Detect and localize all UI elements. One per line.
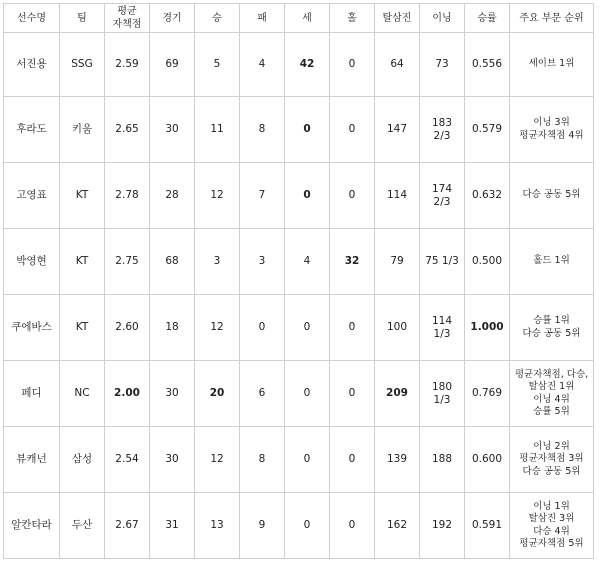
cell-innings: 180 1/3 bbox=[420, 361, 465, 427]
cell-holds: 0 bbox=[330, 163, 375, 229]
cell-innings: 174 2/3 bbox=[420, 163, 465, 229]
cell-notes bbox=[510, 493, 594, 559]
table-row bbox=[4, 361, 594, 427]
cell-team: NC bbox=[60, 361, 105, 427]
header-name: 선수명 bbox=[4, 4, 60, 33]
cell-era: 2.00 bbox=[105, 361, 150, 427]
note-line: 이닝 3위 bbox=[533, 117, 570, 128]
cell-era: 2.67 bbox=[105, 493, 150, 559]
table-row bbox=[4, 295, 594, 361]
note-line: 다승 공동 5위 bbox=[522, 189, 581, 201]
cell-team: 키움 bbox=[60, 97, 105, 163]
note-line: 다승 공동 5위 bbox=[522, 465, 581, 477]
cell-strikeouts: 114 bbox=[375, 163, 420, 229]
cell-wins: 20 bbox=[195, 361, 240, 427]
header-row bbox=[4, 4, 594, 33]
cell-holds: 0 bbox=[330, 427, 375, 493]
cell-innings: 192 bbox=[420, 493, 465, 559]
cell-wins: 11 bbox=[195, 97, 240, 163]
cell-strikeouts: 139 bbox=[375, 427, 420, 493]
cell-games: 28 bbox=[150, 163, 195, 229]
note-line: 승률 1위 bbox=[533, 315, 570, 326]
cell-win-pct: 0.500 bbox=[465, 229, 510, 295]
cell-player-name: 알칸타라 bbox=[4, 493, 60, 559]
note-line: 평균자책점, 다승, bbox=[514, 368, 589, 380]
cell-losses: 8 bbox=[240, 97, 285, 163]
cell-holds: 0 bbox=[330, 33, 375, 97]
note-line: 다승 4위 bbox=[533, 525, 570, 537]
cell-innings: 188 bbox=[420, 427, 465, 493]
header-wins: 승 bbox=[195, 4, 240, 33]
cell-team: KT bbox=[60, 163, 105, 229]
cell-games: 68 bbox=[150, 229, 195, 295]
cell-team: 두산 bbox=[60, 493, 105, 559]
header-era: 평균 자책점 bbox=[105, 4, 150, 33]
cell-player-name: 후라도 bbox=[4, 97, 60, 163]
cell-games: 31 bbox=[150, 493, 195, 559]
cell-wins: 12 bbox=[195, 295, 240, 361]
cell-era: 2.78 bbox=[105, 163, 150, 229]
cell-player-name: 고영표 bbox=[4, 163, 60, 229]
cell-notes bbox=[510, 33, 594, 97]
table-row bbox=[4, 33, 594, 97]
cell-win-pct: 0.556 bbox=[465, 33, 510, 97]
cell-saves: 0 bbox=[285, 427, 330, 493]
table-body bbox=[4, 33, 594, 559]
cell-holds: 0 bbox=[330, 361, 375, 427]
note-line: 평균자책점 5위 bbox=[519, 538, 584, 549]
cell-player-name: 박영현 bbox=[4, 229, 60, 295]
cell-strikeouts: 64 bbox=[375, 33, 420, 97]
header-strikeouts: 탈삼진 bbox=[375, 4, 420, 33]
cell-team: KT bbox=[60, 229, 105, 295]
header-team: 팀 bbox=[60, 4, 105, 33]
cell-player-name: 쿠에바스 bbox=[4, 295, 60, 361]
cell-losses: 8 bbox=[240, 427, 285, 493]
note-line: 이닝 4위 bbox=[533, 393, 570, 405]
header-holds: 홀 bbox=[330, 4, 375, 33]
cell-win-pct: 0.600 bbox=[465, 427, 510, 493]
cell-strikeouts: 147 bbox=[375, 97, 420, 163]
cell-saves: 0 bbox=[285, 361, 330, 427]
header-innings: 이닝 bbox=[420, 4, 465, 33]
cell-wins: 12 bbox=[195, 427, 240, 493]
table-wrapper bbox=[3, 3, 594, 559]
cell-losses: 7 bbox=[240, 163, 285, 229]
cell-wins: 3 bbox=[195, 229, 240, 295]
cell-era: 2.60 bbox=[105, 295, 150, 361]
cell-team: KT bbox=[60, 295, 105, 361]
cell-games: 18 bbox=[150, 295, 195, 361]
table-row bbox=[4, 493, 594, 559]
cell-team: 삼성 bbox=[60, 427, 105, 493]
cell-games: 30 bbox=[150, 97, 195, 163]
table-row bbox=[4, 427, 594, 493]
header-losses: 패 bbox=[240, 4, 285, 33]
cell-win-pct: 0.632 bbox=[465, 163, 510, 229]
cell-wins: 5 bbox=[195, 33, 240, 97]
cell-notes bbox=[510, 229, 594, 295]
cell-games: 30 bbox=[150, 427, 195, 493]
cell-era: 2.65 bbox=[105, 97, 150, 163]
cell-strikeouts: 79 bbox=[375, 229, 420, 295]
cell-player-name: 서진용 bbox=[4, 33, 60, 97]
cell-strikeouts: 209 bbox=[375, 361, 420, 427]
cell-saves: 0 bbox=[285, 493, 330, 559]
note-line: 승률 5위 bbox=[533, 406, 570, 417]
note-line: 다승 공동 5위 bbox=[522, 327, 581, 339]
cell-games: 69 bbox=[150, 33, 195, 97]
note-line: 홀드 1위 bbox=[533, 255, 570, 267]
cell-saves: 0 bbox=[285, 163, 330, 229]
note-line: 세이브 1위 bbox=[528, 58, 575, 70]
cell-era: 2.59 bbox=[105, 33, 150, 97]
header-win-pct: 승률 bbox=[465, 4, 510, 33]
cell-win-pct: 1.000 bbox=[465, 295, 510, 361]
cell-player-name: 페디 bbox=[4, 361, 60, 427]
table-row bbox=[4, 97, 594, 163]
table-row bbox=[4, 229, 594, 295]
note-line: 이닝 1위 bbox=[533, 500, 570, 512]
cell-win-pct: 0.579 bbox=[465, 97, 510, 163]
cell-notes bbox=[510, 295, 594, 361]
cell-losses: 3 bbox=[240, 229, 285, 295]
cell-losses: 0 bbox=[240, 295, 285, 361]
cell-saves: 0 bbox=[285, 295, 330, 361]
cell-notes bbox=[510, 427, 594, 493]
header-notes: 주요 부문 순위 bbox=[510, 4, 594, 33]
cell-innings: 183 2/3 bbox=[420, 97, 465, 163]
cell-player-name: 뷰캐넌 bbox=[4, 427, 60, 493]
note-line: 이닝 2위 bbox=[533, 440, 570, 452]
note-line: 탈삼진 1위 bbox=[528, 381, 575, 392]
cell-holds: 0 bbox=[330, 97, 375, 163]
cell-losses: 9 bbox=[240, 493, 285, 559]
cell-saves: 0 bbox=[285, 97, 330, 163]
note-line: 탈삼진 3위 bbox=[528, 513, 575, 524]
cell-team: SSG bbox=[60, 33, 105, 97]
header-saves: 세 bbox=[285, 4, 330, 33]
cell-notes bbox=[510, 97, 594, 163]
cell-strikeouts: 100 bbox=[375, 295, 420, 361]
cell-notes bbox=[510, 361, 594, 427]
table-row bbox=[4, 163, 594, 229]
cell-innings: 114 1/3 bbox=[420, 295, 465, 361]
cell-losses: 6 bbox=[240, 361, 285, 427]
cell-win-pct: 0.591 bbox=[465, 493, 510, 559]
cell-innings: 73 bbox=[420, 33, 465, 97]
cell-era: 2.54 bbox=[105, 427, 150, 493]
cell-win-pct: 0.769 bbox=[465, 361, 510, 427]
cell-games: 30 bbox=[150, 361, 195, 427]
cell-holds: 0 bbox=[330, 295, 375, 361]
cell-holds: 32 bbox=[330, 229, 375, 295]
note-line: 평균자책점 3위 bbox=[519, 453, 584, 465]
cell-holds: 0 bbox=[330, 493, 375, 559]
cell-saves: 4 bbox=[285, 229, 330, 295]
cell-wins: 12 bbox=[195, 163, 240, 229]
cell-saves: 42 bbox=[285, 33, 330, 97]
cell-era: 2.75 bbox=[105, 229, 150, 295]
cell-notes bbox=[510, 163, 594, 229]
cell-wins: 13 bbox=[195, 493, 240, 559]
pitcher-stats-table bbox=[3, 3, 594, 559]
cell-innings: 75 1/3 bbox=[420, 229, 465, 295]
cell-losses: 4 bbox=[240, 33, 285, 97]
cell-strikeouts: 162 bbox=[375, 493, 420, 559]
note-line: 평균자책점 4위 bbox=[519, 129, 584, 141]
header-games: 경기 bbox=[150, 4, 195, 33]
